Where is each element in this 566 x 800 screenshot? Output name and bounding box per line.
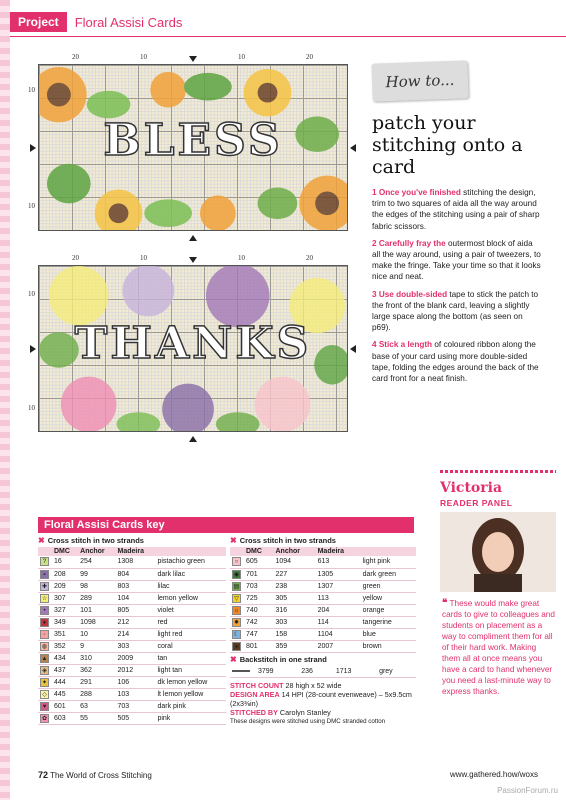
symbol-icon: ◈ <box>40 666 49 675</box>
ruler-side-label: 10 <box>28 290 35 298</box>
table-row: ▽ 725 305 113 yellow <box>230 592 416 604</box>
howto-title: patch your stitching onto a card <box>372 112 523 178</box>
table-row: • 327 101 805 violet <box>38 604 226 616</box>
table-row: ▲ 434 310 2009 tan <box>38 652 226 664</box>
table-row: ◇ 445 288 103 lt lemon yellow <box>38 688 226 700</box>
center-arrow-icon <box>30 345 36 353</box>
table-row: ✸ 742 303 114 tangerine <box>230 616 416 628</box>
symbol-icon: ♦ <box>40 618 49 627</box>
page-number: 72 <box>38 770 49 780</box>
pansy-motif <box>122 266 174 316</box>
section-tag: Project <box>10 12 67 32</box>
ruler-top-label: 10 <box>140 53 147 61</box>
symbol-icon: ▽ <box>232 594 241 603</box>
symbol-icon: ✸ <box>233 619 240 626</box>
table-row: ▤ 703 238 1307 green <box>230 580 416 592</box>
table-row: ◦ 351 10 214 light red <box>38 628 226 640</box>
table-row: 3799 236 1713 grey <box>230 666 416 678</box>
symbol-icon: ☾ <box>233 631 240 638</box>
reader-panel-label: READER PANEL <box>440 498 513 508</box>
leaf-motif <box>47 164 91 204</box>
symbol-icon: ▪ <box>40 570 49 579</box>
chart-word: THANKS <box>74 318 312 369</box>
leaf-motif <box>258 188 298 220</box>
table-row: ◍ 352 9 303 coral <box>38 640 226 652</box>
ruler-top-label: 20 <box>306 254 313 262</box>
center-arrow-icon <box>189 235 197 241</box>
howto-step: 4 Stick a length of coloured ribbon along the base of your card using more double-sided tape, folding the edges around the back of the card front for a neat finish. <box>372 340 539 384</box>
column-header: Madeira <box>316 547 361 556</box>
panel-divider <box>440 470 556 473</box>
sunflower-center <box>315 191 339 215</box>
table-row: ● 801 359 2007 brown <box>230 640 416 652</box>
table-row: ☆ 307 289 104 lemon yellow <box>38 592 226 604</box>
table-row: ◈ 437 362 2012 light tan <box>38 664 226 676</box>
sunflower-center <box>47 83 71 107</box>
ruler-top-label: 20 <box>72 254 79 262</box>
symbol-icon: ? <box>40 557 49 566</box>
howto-step: 1 Once you've finished stitching the design, trim to two squares of aida all the way around the edges of the stitching using a pair of sharp fabric scissors. <box>372 188 540 231</box>
column-header: Anchor <box>78 547 115 556</box>
cross-icon: ✖ <box>38 536 45 545</box>
header-divider <box>10 36 566 37</box>
table-row: ✦ 444 291 106 dk lemon yellow <box>38 676 226 688</box>
pansy-motif <box>255 377 311 431</box>
table-row: ? 16 254 1308 pistachio green <box>38 556 226 568</box>
page-header <box>10 8 182 36</box>
table-row: ◆ 701 227 1305 dark green <box>230 568 416 580</box>
key-section-heading: ✖ Backstitch in one strand <box>230 654 327 664</box>
sunflower-motif <box>150 72 186 108</box>
symbol-icon: ♥ <box>40 702 49 711</box>
center-arrow-icon <box>350 345 356 353</box>
cross-icon: ✖ <box>230 536 237 545</box>
table-row: ♥ 601 63 703 dark pink <box>38 700 226 712</box>
symbol-icon: ◆ <box>232 570 241 579</box>
symbol-icon: ▤ <box>233 583 240 590</box>
column-header: DMC <box>52 547 78 556</box>
table-row: ○ 605 1094 613 light pink <box>230 556 416 568</box>
footer-url: www.gathered.how/woxs <box>449 770 538 779</box>
symbol-icon: ◦ <box>40 630 49 639</box>
key-table-left <box>38 547 226 725</box>
pansy-motif <box>162 384 214 431</box>
leaf-motif <box>216 412 260 431</box>
symbol-icon: ○ <box>232 557 241 566</box>
key-title: Floral Assisi Cards key <box>38 517 414 533</box>
howto-step: 2 Carefully fray the outermost block of aida all the way around, using a pair of tweezers, to make the fringe. Take your time so that it looks nice and neat. <box>372 238 541 282</box>
table-row: ✿ 603 55 505 pink <box>38 712 226 724</box>
table-row: ✚ 209 98 803 lilac <box>38 580 226 592</box>
key-table-backstitch <box>230 666 416 679</box>
ruler-top-label: 10 <box>238 53 245 61</box>
symbol-icon: ◇ <box>40 690 49 699</box>
key-table-right <box>230 547 416 653</box>
page-edge-stripe <box>0 0 10 800</box>
pansy-motif <box>61 377 117 431</box>
sunflower-center <box>258 83 278 103</box>
center-arrow-icon <box>189 56 197 62</box>
symbol-icon: ☆ <box>41 595 48 602</box>
reader-quote: ❝ These would make great cards to give to colleagues and students on placement as a way to compliment them for all of their hard work. Making them all at once means you have a card to hand whenever you need a last-minute way to express thanks. <box>442 598 555 696</box>
table-row: ☼ 740 316 204 orange <box>230 604 416 616</box>
howto-steps <box>372 187 542 390</box>
footer-left <box>38 770 152 780</box>
ruler-top-label: 20 <box>72 53 79 61</box>
symbol-icon: ▲ <box>41 655 48 662</box>
ruler-side-label: 10 <box>28 202 35 210</box>
cross-stitch-chart-bless <box>38 64 348 231</box>
reader-name: Victoria <box>440 480 503 496</box>
symbol-icon: ☼ <box>233 607 240 614</box>
ruler-side-label: 10 <box>28 86 35 94</box>
magazine-name: The World of Cross Stitching <box>50 771 152 780</box>
ruler-top-label: 10 <box>238 254 245 262</box>
center-arrow-icon <box>189 257 197 263</box>
howto-step: 3 Use double-sided tape to stick the patch to the front of the blank card, leaving a slightly large space along the bottom (as seen on p69). <box>372 289 539 333</box>
watermark: PassionForum.ru <box>497 786 558 795</box>
center-arrow-icon <box>350 144 356 152</box>
leaf-motif <box>184 73 232 101</box>
page-title: Floral Assisi Cards <box>74 14 183 30</box>
quote-mark-icon: ❝ <box>442 598 448 609</box>
leaf-motif <box>144 199 192 227</box>
ruler-side-label: 10 <box>28 404 35 412</box>
sunflower-motif <box>200 195 236 230</box>
center-arrow-icon <box>189 436 197 442</box>
reader-portrait <box>440 512 556 592</box>
cross-icon: ✖ <box>230 654 237 664</box>
center-arrow-icon <box>30 144 36 152</box>
key-section-heading: ✖ Cross stitch in two strands <box>38 536 144 545</box>
table-row: ▪ 208 99 804 dark lilac <box>38 568 226 580</box>
chart-word: BLESS <box>103 115 283 166</box>
sunflower-center <box>109 203 129 223</box>
symbol-icon: ✿ <box>41 715 48 722</box>
column-header: Anchor <box>273 547 315 556</box>
howto-label: How to... <box>371 60 468 101</box>
leaf-motif <box>116 412 160 431</box>
symbol-icon: ● <box>232 642 241 651</box>
column-header: Madeira <box>116 547 156 556</box>
cross-stitch-chart-thanks <box>38 265 348 432</box>
reader-photo <box>440 512 556 592</box>
symbol-icon: ✦ <box>41 679 48 686</box>
column-header: DMC <box>244 547 273 556</box>
symbol-icon: • <box>40 606 49 615</box>
key-column-left <box>38 536 226 725</box>
pansy-motif <box>49 266 109 325</box>
key-section-heading: ✖ Cross stitch in two strands <box>230 536 336 545</box>
symbol-icon: ◍ <box>41 643 48 650</box>
ruler-top-label: 10 <box>140 254 147 262</box>
table-row: ♦ 349 1098 212 red <box>38 616 226 628</box>
backstitch-line-icon <box>232 670 250 672</box>
symbol-icon: ✚ <box>41 583 48 590</box>
table-row: ☾ 747 158 1104 blue <box>230 628 416 640</box>
stitch-info: STITCH COUNT 28 high x 52 wide DESIGN AREA 14 HPI (28-count evenweave) – 5x9.5cm (2x3⅜in) STITCHED BY Carolyn Stanley These designs were stitched using DMC stranded cotton <box>230 681 412 725</box>
ruler-top-label: 20 <box>306 53 313 61</box>
key-column-right <box>230 536 416 726</box>
